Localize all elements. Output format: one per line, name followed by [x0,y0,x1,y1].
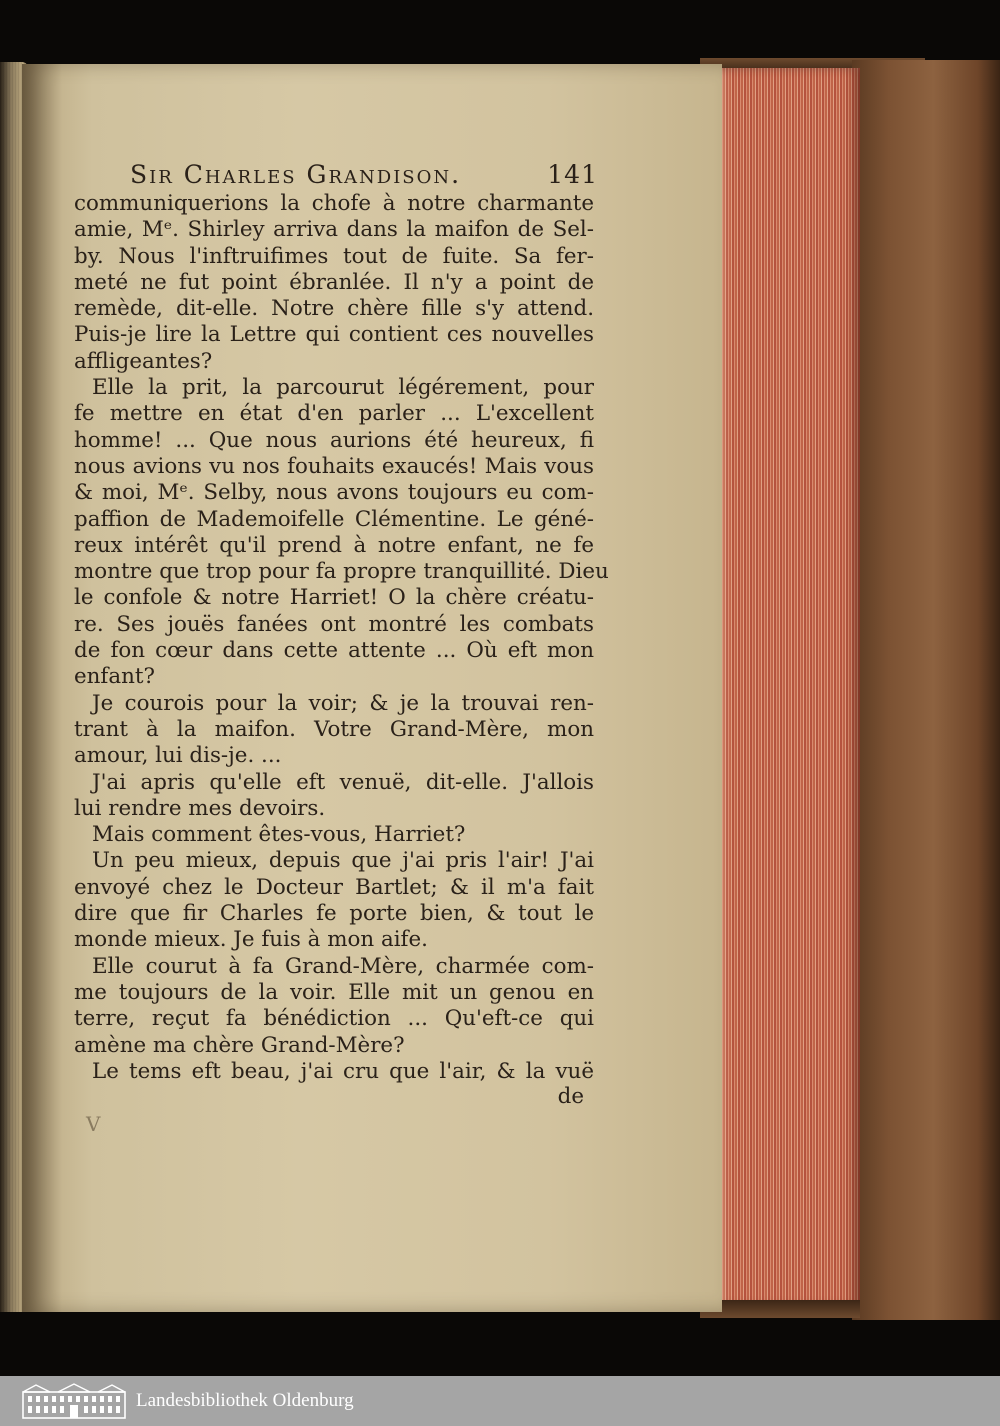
text-line: me toujours de la voir. Elle mit un genou en [74,979,594,1005]
page-text-block [74,160,609,1110]
text-line: amie, Mᵉ. Shirley arriva dans la maifon de Sel- [74,217,594,243]
gutter-shadow [22,64,62,1312]
text-line: Un peu mieux, depuis que j'ai pris l'air! J'ai [92,848,594,874]
body-text [74,191,609,1085]
text-line: monde mieux. Je fuis à mon aife. [74,927,428,953]
text-line: amène ma chère Grand-Mère? [74,1032,405,1058]
institution-name: Landesbibliothek Oldenburg [136,1390,354,1411]
page-number: 141 [547,160,598,189]
text-line: Mais comment êtes-vous, Harriet? [92,822,466,848]
text-line: J'ai apris qu'elle eft venuë, dit-elle. J'allois [92,769,594,795]
text-line: reux intérêt qu'il prend à notre enfant, ne fe [74,532,594,558]
text-line: fe mettre en état d'en parler ... L'excellent [74,401,594,427]
text-line: terre, reçut fa bénédiction ... Qu'eft-ce qui [74,1006,594,1032]
signature-mark: V [86,1112,102,1136]
running-title: Sir Charles Grandison. [130,160,462,189]
text-line: remède, dit-elle. Notre chère fille s'y attend. [74,296,594,322]
footer-bar [0,1376,1000,1426]
text-line: Elle la prit, la parcourut légérement, pour [92,375,594,401]
running-head [130,160,598,189]
text-line: homme! ... Que nous aurions été heureux, fi [74,427,594,453]
text-line: envoyé chez le Docteur Bartlet; & il m'a fait [74,874,594,900]
binding-bottom [700,1300,860,1318]
text-line: trant à la maifon. Votre Grand-Mère, mon [74,716,594,742]
text-line: by. Nous l'inftruifimes tout de fuite. Sa fer- [74,243,594,269]
text-line: amour, lui dis-je. ... [74,743,282,769]
library-building-icon [22,1383,126,1419]
page-block-edge [720,68,860,1308]
text-line: montre que trop pour fa propre tranquillité. Dieu [74,559,609,585]
text-line: de fon cœur dans cette attente ... Où eft mon [74,638,594,664]
text-line: Je courois pour la voir; & je la trouvai ren- [92,690,594,716]
text-line: & moi, Mᵉ. Selby, nous avons toujours eu com- [74,480,594,506]
text-line: meté ne fut point ébranlée. Il n'y a point de [74,269,594,295]
text-line: enfant? [74,664,155,690]
text-line: paffion de Mademoifelle Clémentine. Le géné- [74,506,594,532]
text-line: affligeantes? [74,348,213,374]
leather-cover [852,60,1000,1320]
text-line: re. Ses jouës fanées ont montré les combats [74,611,594,637]
text-line: nous avions vu nos fouhaits exaucés! Mais vous [74,453,594,479]
text-line: lui rendre mes devoirs. [74,795,326,821]
text-line: Puis-je lire la Lettre qui contient ces nouvelles [74,322,594,348]
catchword: de [557,1084,584,1110]
text-line: Le tems eft beau, j'ai cru que l'air, & la vuë [92,1058,594,1084]
text-line: dire que fir Charles fe porte bien, & tout le [74,901,594,927]
text-line: communiquerions la chofe à notre charmante [74,191,594,216]
text-line: Elle courut à fa Grand-Mère, charmée com- [92,953,594,979]
text-line: le confole & notre Harriet! O la chère créatu- [74,585,594,611]
